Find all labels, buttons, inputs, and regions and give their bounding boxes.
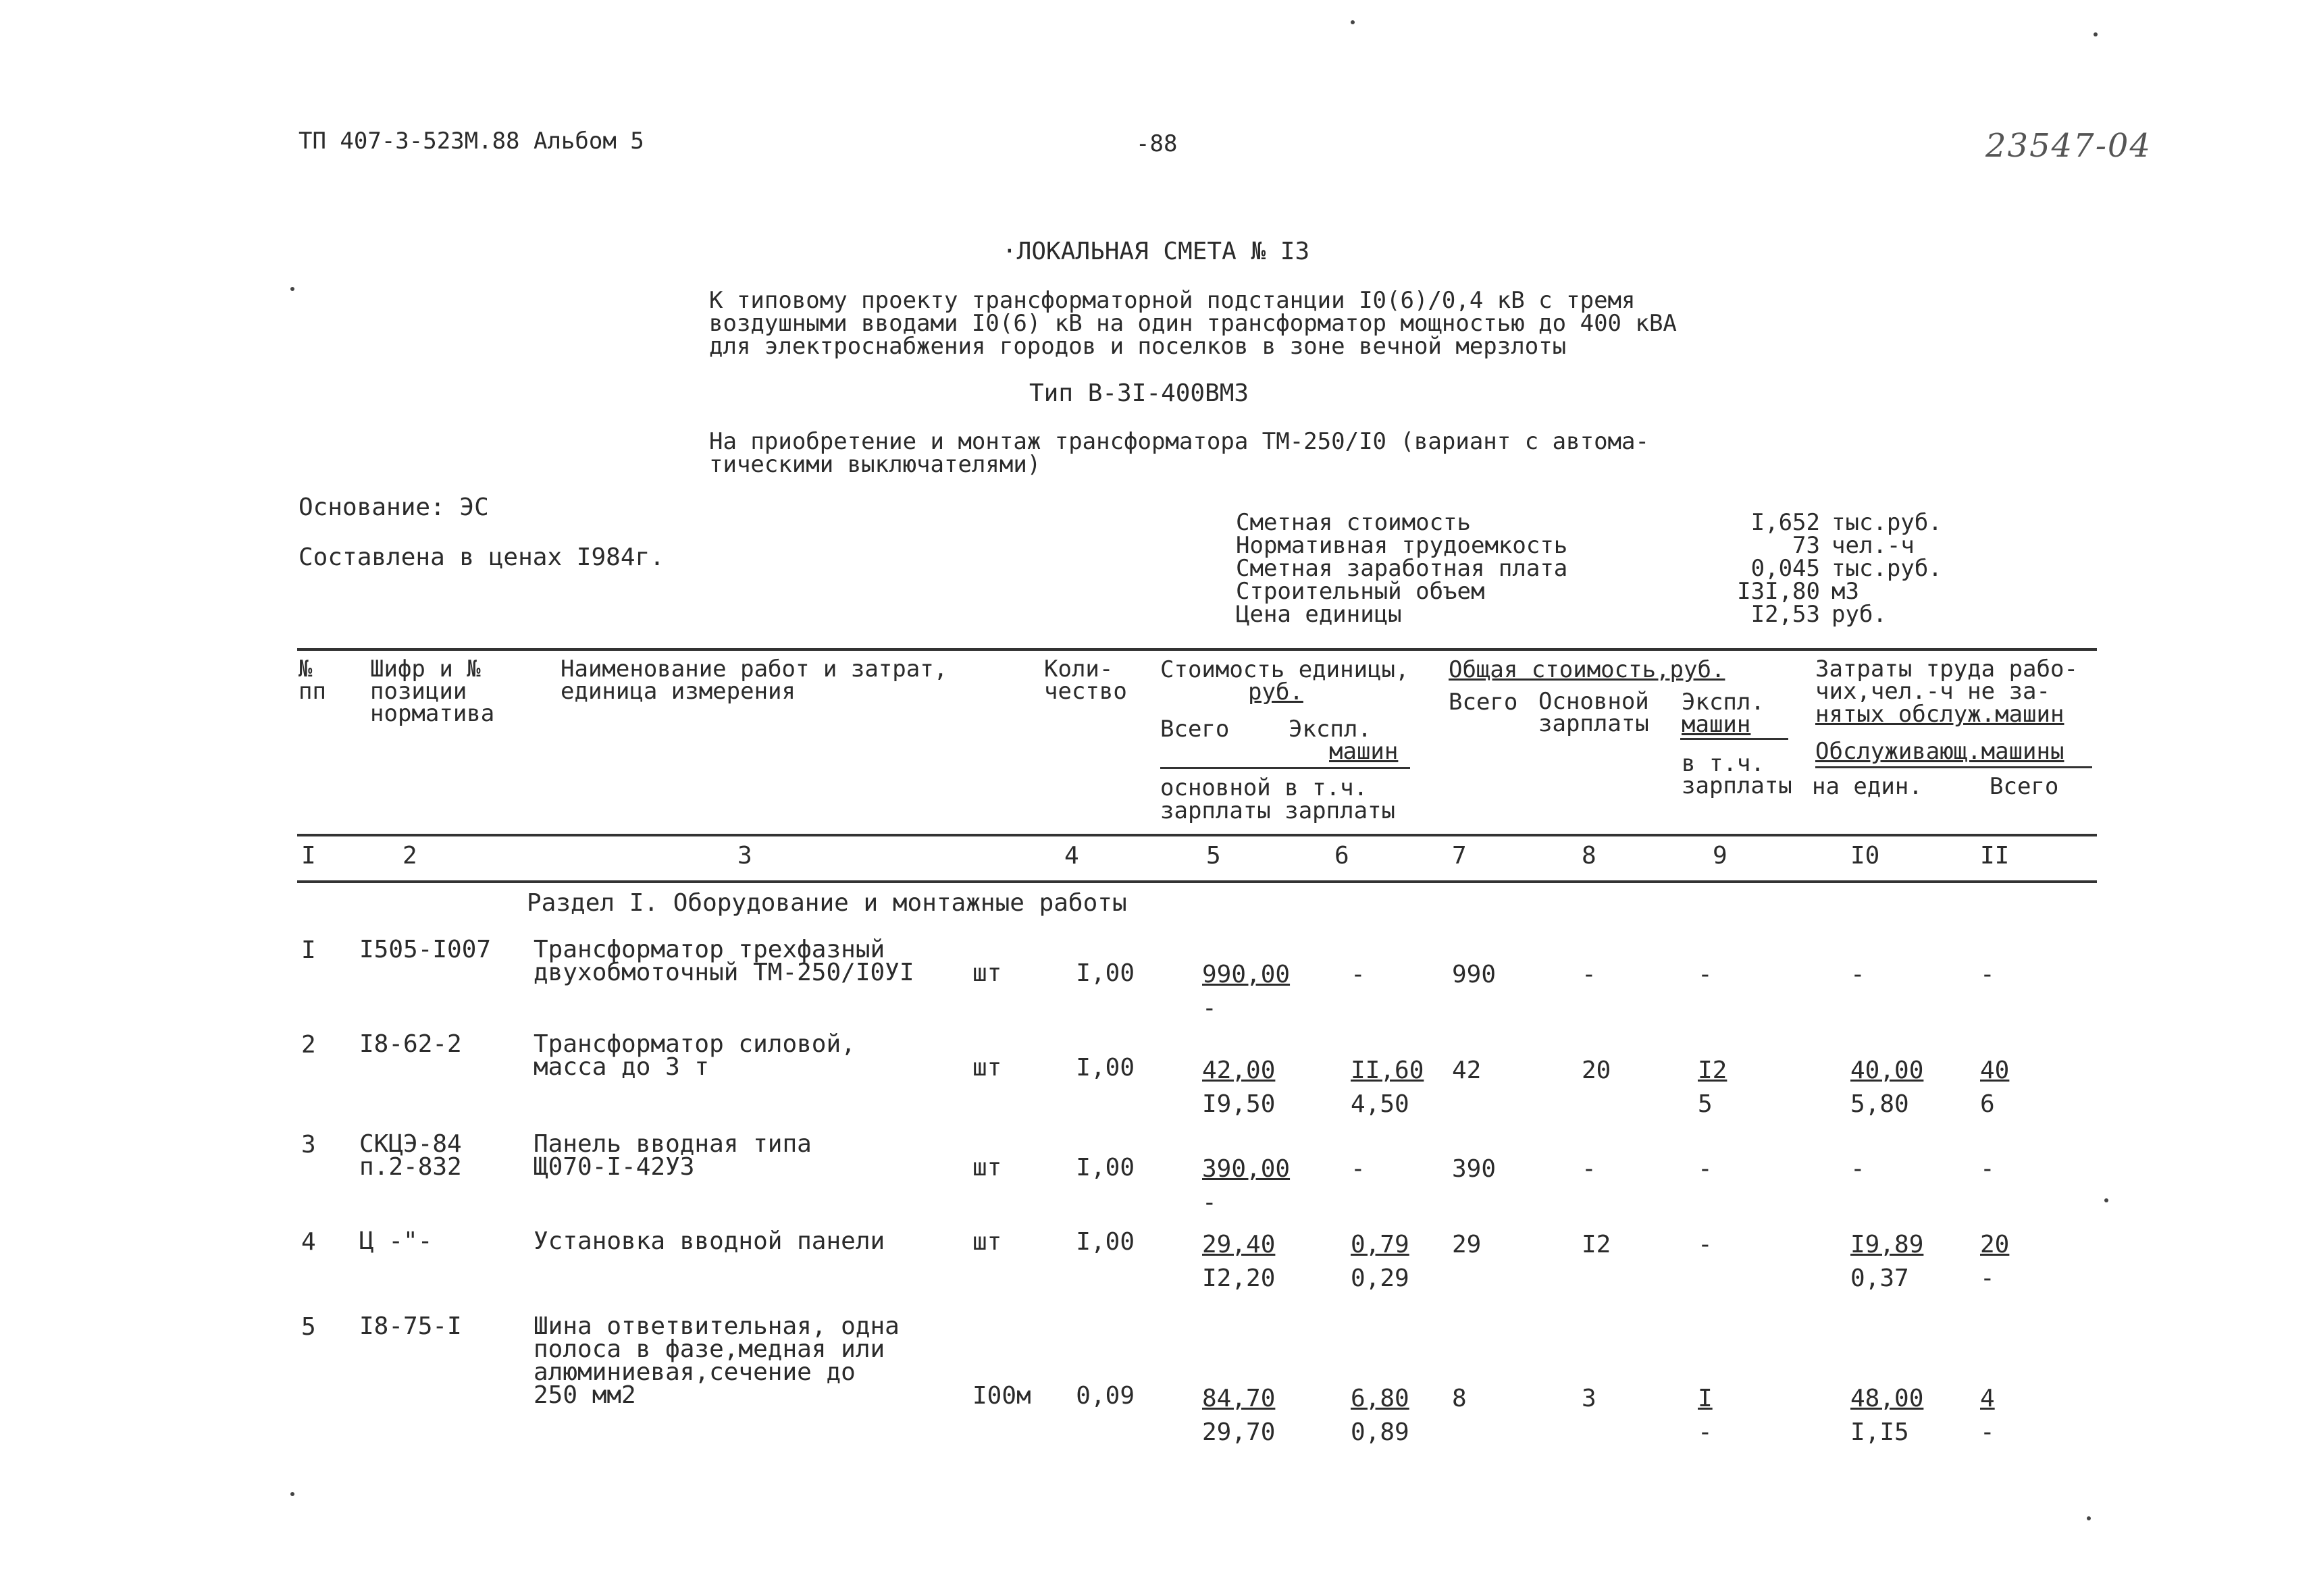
summary-value: 73 [1792, 532, 1820, 559]
row-name: Установка вводной панели [534, 1227, 885, 1255]
estimate-title: ·ЛОКАЛЬНАЯ СМЕТА № I3 [1002, 238, 1310, 265]
row-c11: 4 [1980, 1385, 1995, 1412]
scan-speck [290, 287, 294, 291]
col-number: 4 [1064, 842, 1079, 870]
col-header-labor-machines: Обслуживающ.машины [1815, 738, 2064, 765]
row-c8: 20 [1582, 1057, 1611, 1084]
col-number: 3 [737, 842, 752, 870]
col-header-name: Наименование работ и затрат, единица измерения [561, 656, 948, 705]
row-c8: 3 [1582, 1385, 1596, 1412]
row-unit: шт [972, 1228, 1002, 1256]
row-name: Шина ответвительная, одна полоса в фазе,медная или алюминиевая,сечение до 250 мм2 [534, 1312, 900, 1409]
row-number: 3 [301, 1131, 316, 1159]
labor-sub-rule [1815, 766, 2092, 768]
row-c5-sub: 29,70 [1202, 1418, 1276, 1446]
row-c11-sub: 6 [1980, 1090, 1995, 1118]
row-c5: 29,40 [1202, 1231, 1276, 1258]
subject-line: тическими выключателями) [709, 451, 1041, 478]
row-c10-sub: 0,37 [1850, 1265, 1909, 1292]
row-c9: - [1698, 961, 1713, 988]
summary-label: Сметная стоимость [1236, 509, 1471, 536]
row-c5-sub: I2,20 [1202, 1265, 1276, 1292]
col-header-labor: Затраты труда рабо- чих,чел.-ч не за- [1815, 656, 2078, 705]
row-c10: 40,00 [1850, 1057, 1924, 1084]
col-header-quantity: Коли- чество [1044, 656, 1127, 705]
col-number: 8 [1582, 842, 1596, 870]
row-c9: I2 [1698, 1057, 1727, 1084]
row-c5-sub: - [1202, 1189, 1217, 1217]
row-c9: - [1698, 1155, 1713, 1183]
row-c10: 48,00 [1850, 1385, 1924, 1412]
col-header-total-cost: Общая стоимость,руб. [1449, 656, 1725, 683]
col-number: 5 [1206, 842, 1221, 870]
table-top-rule [297, 648, 2097, 651]
row-code: I8-75-I [359, 1312, 462, 1340]
row-c5-sub: - [1202, 994, 1217, 1022]
row-code: I8-62-2 [359, 1030, 462, 1058]
col-header-unit-wages: основной в т.ч. зарплаты зарплаты [1160, 774, 1395, 824]
row-quantity: 0,09 [1076, 1382, 1135, 1410]
col-header-labor-total: Всего [1990, 773, 2059, 800]
col-number: 7 [1452, 842, 1467, 870]
row-name: Трансформатор силовой, масса до 3 т [534, 1030, 856, 1081]
summary-unit: м3 [1831, 578, 1859, 605]
summary-unit: чел.-ч [1831, 532, 1915, 559]
scan-speck [1351, 20, 1355, 24]
summary-labels [1236, 511, 1567, 626]
row-c7: 8 [1452, 1385, 1467, 1412]
desc-line: воздушными вводами I0(6) кВ на один трансформатор мощностью до 400 кВА [709, 310, 1677, 337]
row-c11: - [1980, 1155, 1995, 1183]
col-header-base-wages: Основной зарплаты [1538, 688, 1649, 737]
row-c8: I2 [1582, 1231, 1611, 1258]
row-unit: шт [972, 959, 1002, 987]
row-c8: - [1582, 1155, 1596, 1183]
scan-speck [2094, 32, 2098, 36]
summary-unit: руб. [1831, 601, 1887, 628]
summary-label: Строительный объем [1236, 578, 1485, 605]
unit-cost-sub-rule [1160, 767, 1410, 769]
estimate-subject [709, 430, 1649, 476]
row-c7: 29 [1452, 1231, 1482, 1258]
header-bottom-rule [297, 834, 2097, 836]
row-c6: - [1351, 961, 1366, 988]
col-header-machines-sub: машин [1682, 711, 1751, 738]
handwritten-number: 23547-04 [1985, 127, 2152, 165]
col-header-unit-machines: Экспл. [1289, 716, 1372, 743]
row-c6-sub: 0,89 [1351, 1418, 1409, 1446]
row-c10: - [1850, 961, 1865, 988]
row-name: Панель вводная типа Щ070-I-42У3 [534, 1130, 812, 1181]
summary-value: I,652 [1750, 509, 1820, 536]
col-header-machines: Экспл. [1682, 689, 1765, 716]
row-c9-sub: - [1698, 1418, 1713, 1446]
col-number: II [1980, 842, 2010, 870]
row-number: 5 [301, 1313, 316, 1341]
row-c7: 390 [1452, 1155, 1497, 1183]
summary-label: Нормативная трудоемкость [1236, 532, 1568, 559]
summary-values [1702, 511, 1820, 626]
row-code: Ц -"- [359, 1227, 433, 1255]
row-c10: - [1850, 1155, 1865, 1183]
page-number: -88 [1136, 130, 1178, 157]
type-code: Тип В-3I-400ВМЗ [1029, 379, 1249, 407]
row-c5-sub: I9,50 [1202, 1090, 1276, 1118]
row-code: I505-I007 [359, 936, 492, 963]
document-code: ТП 407-3-523М.88 Альбом 5 [298, 128, 644, 155]
row-c9: - [1698, 1231, 1713, 1258]
col-header-total: Всего [1449, 689, 1518, 716]
row-c6-sub: 4,50 [1351, 1090, 1409, 1118]
row-c10: I9,89 [1850, 1231, 1924, 1258]
row-c5: 990,00 [1202, 961, 1291, 988]
row-c7: 42 [1452, 1057, 1482, 1084]
col-header-number: № пп [298, 656, 326, 705]
summary-label: Цена единицы [1236, 601, 1402, 628]
summary-value: I3I,80 [1737, 578, 1820, 605]
row-name: Трансформатор трехфазный двухобмоточный ТМ-250/I0УI [534, 936, 914, 986]
summary-unit: тыс.руб. [1831, 509, 1942, 536]
col-header-per-unit: на един. [1812, 773, 1923, 800]
col-header-unit-machines-sub: машин [1329, 738, 1399, 765]
col-number: I0 [1850, 842, 1880, 870]
row-quantity: I,00 [1076, 1154, 1135, 1181]
col-header-unit-cost: Стоимость единицы, [1160, 656, 1409, 683]
row-unit: I00м [972, 1382, 1031, 1410]
row-c6: II,60 [1351, 1057, 1424, 1084]
row-c11: - [1980, 961, 1995, 988]
row-c11-sub: - [1980, 1418, 1995, 1446]
row-unit: шт [972, 1054, 1002, 1082]
row-c10-sub: 5,80 [1850, 1090, 1909, 1118]
col-header-code: Шифр и № позиции норматива [370, 656, 495, 727]
row-quantity: I,00 [1076, 1054, 1135, 1082]
basis: Основание: ЭС [298, 494, 489, 521]
desc-line: для электроснабжения городов и поселков в зоне вечной мерзлоты [709, 333, 1567, 360]
row-quantity: I,00 [1076, 1228, 1135, 1256]
desc-line: К типовому проекту трансформаторной подстанции I0(6)/0,4 кВ с тремя [709, 287, 1636, 314]
col-number: 6 [1334, 842, 1349, 870]
row-code: СКЦЭ-84 п.2-832 [359, 1130, 462, 1181]
row-c5: 84,70 [1202, 1385, 1276, 1412]
row-number: 4 [301, 1228, 316, 1256]
subject-line: На приобретение и монтаж трансформатора ТМ-250/I0 (вариант с автома- [709, 428, 1649, 455]
row-unit: шт [972, 1154, 1002, 1181]
row-c7: 990 [1452, 961, 1497, 988]
row-c6: 6,80 [1351, 1385, 1409, 1412]
row-quantity: I,00 [1076, 959, 1135, 987]
summary-units [1831, 511, 1942, 626]
row-number: I [301, 936, 316, 964]
row-number: 2 [301, 1031, 316, 1059]
row-c6: - [1351, 1155, 1366, 1183]
project-description [709, 289, 1677, 358]
scan-speck [2104, 1198, 2108, 1202]
row-c5: 390,00 [1202, 1155, 1291, 1183]
col-header-labor-not-machines: нятых обслуж.машин [1815, 701, 2064, 728]
col-number: I [301, 842, 316, 870]
summary-value: I2,53 [1750, 601, 1820, 628]
row-c6-sub: 0,29 [1351, 1265, 1409, 1292]
row-c9-sub: 5 [1698, 1090, 1713, 1118]
row-c11: 40 [1980, 1057, 2010, 1084]
row-c11-sub: - [1980, 1265, 1995, 1292]
scan-speck [290, 1492, 294, 1496]
col-header-unit-cost-rub: руб. [1248, 679, 1303, 706]
col-header-machines-wages: в т.ч. зарплаты [1682, 750, 1792, 799]
row-c9: I [1698, 1385, 1713, 1412]
summary-unit: тыс.руб. [1831, 555, 1942, 582]
row-c11: 20 [1980, 1231, 2010, 1258]
summary-value: 0,045 [1750, 555, 1820, 582]
row-c8: - [1582, 961, 1596, 988]
row-c6: 0,79 [1351, 1231, 1409, 1258]
summary-label: Сметная заработная плата [1236, 555, 1568, 582]
col-number: 9 [1713, 842, 1727, 870]
col-header-unit-total: Всего [1160, 716, 1230, 743]
scan-speck [2087, 1516, 2091, 1520]
col-number: 2 [402, 842, 417, 870]
col9-sub-rule [1680, 738, 1788, 740]
colnum-bottom-rule [297, 880, 2097, 883]
row-c10-sub: I,I5 [1850, 1418, 1909, 1446]
section-heading: Раздел I. Оборудование и монтажные работы [527, 889, 1127, 917]
price-basis: Составлена в ценах I984г. [298, 543, 665, 571]
row-c5: 42,00 [1202, 1057, 1276, 1084]
